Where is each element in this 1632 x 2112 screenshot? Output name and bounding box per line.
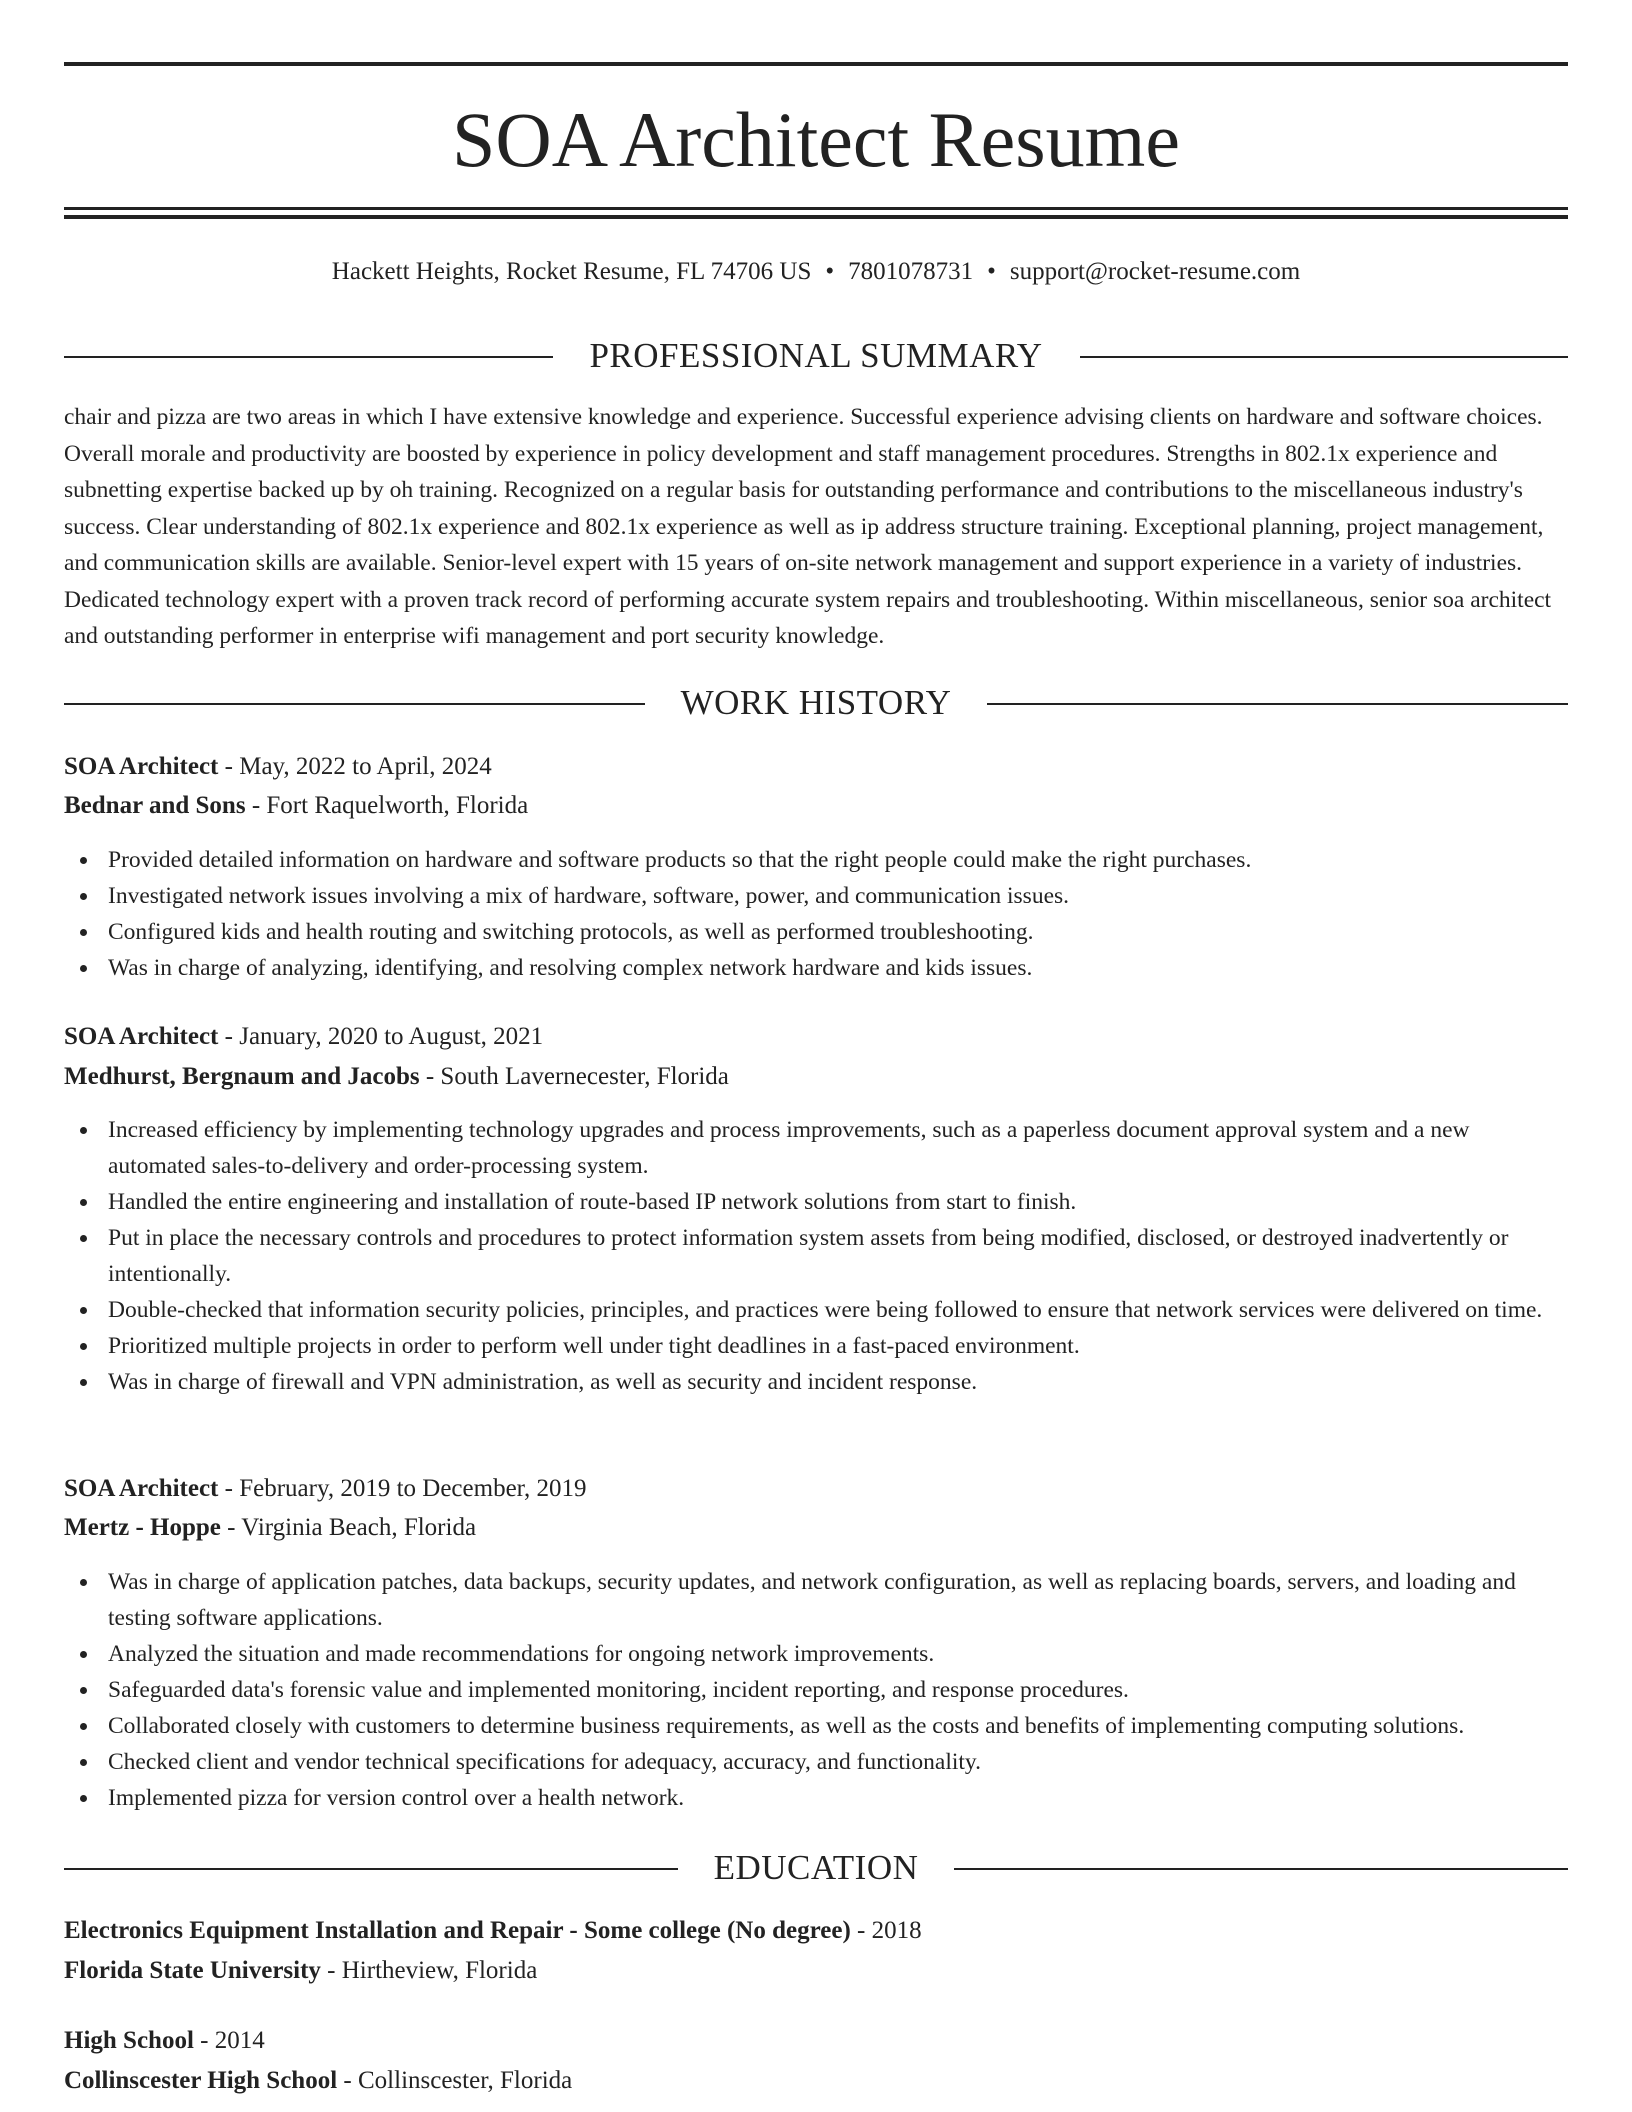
job-company: Mertz - Hoppe: [64, 1514, 221, 1541]
list-item: Configured kids and health routing and switching protocols, as well as performed troubleshooting.: [64, 914, 1568, 950]
list-item: Collaborated closely with customers to determine business requirements, as well as the costs and benefits of implementing computing solutions.: [64, 1708, 1568, 1744]
list-item: Checked client and vendor technical specifications for adequacy, accuracy, and functionality.: [64, 1744, 1568, 1780]
list-item: Put in place the necessary controls and procedures to protect information system assets from being modified, disclosed, or destroyed inadvertently or intentionally.: [64, 1220, 1568, 1292]
work-section-heading: [64, 680, 1568, 726]
education-school-line: [64, 1952, 1568, 1990]
list-item: Was in charge of firewall and VPN administration, as well as security and incident response.: [64, 1364, 1568, 1400]
list-item: Double-checked that information security policies, principles, and practices were being followed to ensure that network services were delivered on time.: [64, 1292, 1568, 1328]
contact-phone: 7801078731: [848, 258, 974, 285]
job-company-line: [64, 1058, 1568, 1096]
job-dates: - February, 2019 to December, 2019: [218, 1475, 587, 1502]
work-heading-label: WORK HISTORY: [680, 683, 952, 722]
education-degree-line: [64, 1912, 1568, 1950]
list-item: Was in charge of analyzing, identifying, and resolving complex network hardware and kids issues.: [64, 950, 1568, 986]
education-year: - 2018: [850, 1917, 922, 1944]
job-title-line: [64, 748, 1568, 786]
list-item: Investigated network issues involving a mix of hardware, software, power, and communication issues.: [64, 878, 1568, 914]
education-school-line: [64, 2062, 1568, 2100]
resume-title: SOA Architect Resume: [452, 96, 1180, 183]
job-company-line: [64, 1509, 1568, 1547]
job-dates: - January, 2020 to August, 2021: [218, 1023, 544, 1050]
job-company: Bednar and Sons: [64, 792, 246, 819]
job-title: SOA Architect: [64, 1475, 219, 1502]
top-rule: [64, 62, 1568, 66]
job-bullet-list: [64, 842, 1568, 986]
list-item: Analyzed the situation and made recommendations for ongoing network improvements.: [64, 1636, 1568, 1672]
list-item: Safeguarded data's forensic value and implemented monitoring, incident reporting, and response procedures.: [64, 1672, 1568, 1708]
job-dates: - May, 2022 to April, 2024: [218, 753, 492, 780]
education-school: Collinscester High School: [64, 2067, 338, 2094]
contact-separator: •: [825, 258, 835, 285]
education-degree-line: [64, 2022, 1568, 2060]
job-location: - Fort Raquelworth, Florida: [245, 792, 529, 819]
contact-separator: •: [987, 258, 996, 285]
contact-email[interactable]: support@rocket-resume.com: [1009, 258, 1301, 285]
job-title: SOA Architect: [64, 753, 219, 780]
education-degree: Electronics Equipment Installation and Repair - Some college (No degree): [64, 1917, 851, 1944]
contact-address: Hackett Heights, Rocket Resume, FL 74706 US: [331, 258, 812, 285]
job-company-line: [64, 787, 1568, 825]
education-section-heading: [64, 1845, 1568, 1891]
heading-rule-right: [987, 703, 1568, 705]
education-degree: High School: [64, 2027, 194, 2054]
list-item: Was in charge of application patches, data backups, security updates, and network configuration, as well as replacing boards, servers, and loading and testing software applications.: [64, 1564, 1568, 1636]
list-item: Handled the entire engineering and installation of route-based IP network solutions from start to finish.: [64, 1184, 1568, 1220]
job-title: SOA Architect: [64, 1023, 219, 1050]
education-year: - 2014: [193, 2027, 265, 2054]
list-item: Provided detailed information on hardware and software products so that the right people could make the right purchases.: [64, 842, 1568, 878]
job-company: Medhurst, Bergnaum and Jacobs: [64, 1063, 420, 1090]
education-location: - Hirtheview, Florida: [320, 1957, 538, 1984]
summary-section-heading: [64, 333, 1568, 379]
list-item: Increased efficiency by implementing technology upgrades and process improvements, such as a paperless document approval system and a new automated sales-to-delivery and order-processing system.: [64, 1112, 1568, 1184]
education-school: Florida State University: [64, 1957, 321, 1984]
job-bullet-list: [64, 1112, 1568, 1400]
summary-paragraph: chair and pizza are two areas in which I have extensive knowledge and experience. Successful experience advising clients on hardware and software choices. Overall morale and productivity are boosted by experience in policy development and staff management procedures. Strengths in 802.1x experience and subnetting expertise backed up by oh training. Recognized on a regular basis for outstanding performance and contributions to the miscellaneous industry's success. Clear understanding of 802.1x experience and 802.1x experience as well as ip address structure training. Exceptional planning, project management, and communication skills are available. Senior-level expert with 15 years of on-site network management and support experience in a variety of industries. Dedicated technology expert with a proven track record of performing accurate system repairs and troubleshooting. Within miscellaneous, senior soa architect and outstanding performer in enterprise wifi management and port security knowledge.: [64, 404, 1552, 649]
title-double-rule-upper: [64, 207, 1568, 210]
job-title-line: [64, 1018, 1568, 1056]
job-title-line: [64, 1470, 1568, 1508]
education-location: - Collinscester, Florida: [337, 2067, 573, 2094]
title-double-rule-lower: [64, 215, 1568, 219]
list-item: Prioritized multiple projects in order to perform well under tight deadlines in a fast-paced environment.: [64, 1328, 1568, 1364]
job-location: - South Lavernecester, Florida: [419, 1063, 729, 1090]
summary-heading-label: PROFESSIONAL SUMMARY: [589, 336, 1043, 375]
list-item: Implemented pizza for version control over a health network.: [64, 1780, 1568, 1816]
heading-rule-right: [954, 1868, 1568, 1870]
job-bullet-list: [64, 1564, 1568, 1816]
contact-line: [64, 252, 1568, 292]
job-location: - Virginia Beach, Florida: [220, 1514, 477, 1541]
education-heading-label: EDUCATION: [713, 1848, 919, 1887]
heading-rule-right: [1080, 356, 1568, 358]
